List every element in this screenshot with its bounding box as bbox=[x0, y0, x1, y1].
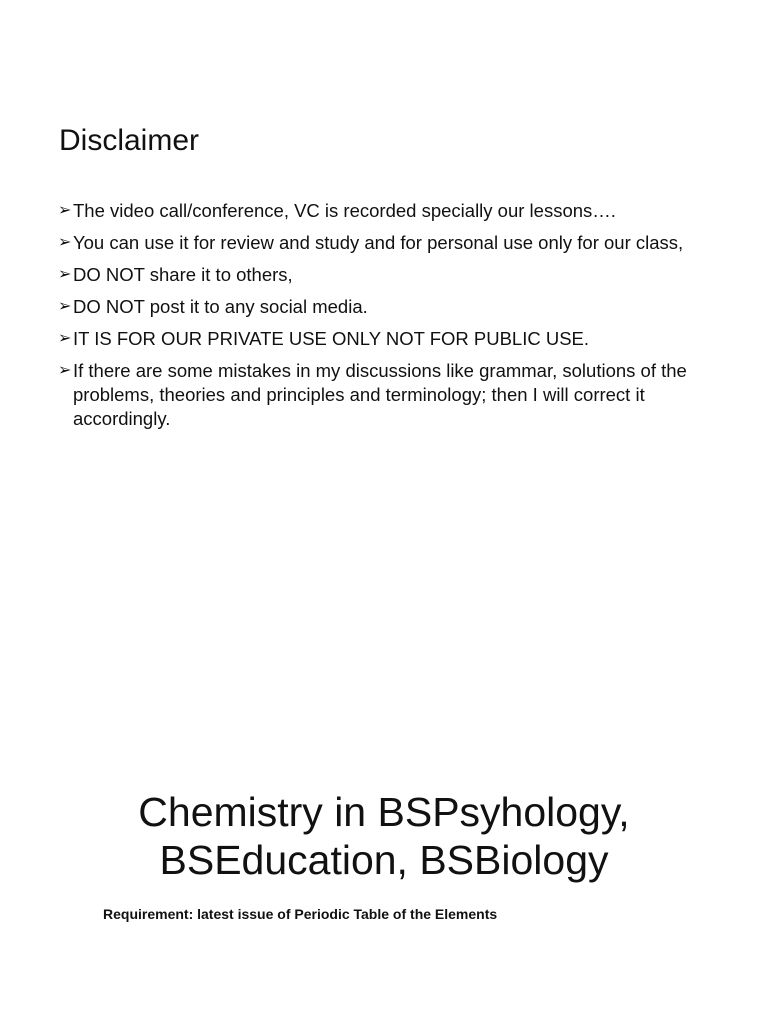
arrow-bullet-icon: ➢ bbox=[58, 362, 72, 379]
bullet-item bbox=[58, 231, 708, 255]
bullet-text: If there are some mistakes in my discussions like grammar, solutions of the problems, theories and principles and terminology; then I will correct it accordingly. bbox=[73, 360, 687, 429]
bullet-text: DO NOT post it to any social media. bbox=[73, 296, 368, 317]
arrow-bullet-icon: ➢ bbox=[58, 330, 72, 347]
bullet-item bbox=[58, 199, 708, 223]
chemistry-title bbox=[0, 788, 768, 884]
chemistry-title-line1: Chemistry in BSPsyhology, bbox=[138, 789, 630, 835]
bullet-item bbox=[58, 327, 708, 351]
arrow-bullet-icon: ➢ bbox=[58, 266, 72, 283]
bullet-text: You can use it for review and study and for personal use only for our class, bbox=[73, 232, 684, 253]
bullet-item bbox=[58, 263, 708, 287]
arrow-bullet-icon: ➢ bbox=[58, 234, 72, 251]
bullet-item bbox=[58, 359, 708, 431]
disclaimer-bullet-list bbox=[58, 199, 708, 439]
arrow-bullet-icon: ➢ bbox=[58, 298, 72, 315]
bullet-text: DO NOT share it to others, bbox=[73, 264, 293, 285]
bullet-text: IT IS FOR OUR PRIVATE USE ONLY NOT FOR PUBLIC USE. bbox=[73, 328, 590, 349]
chemistry-title-line2: BSEducation, BSBiology bbox=[159, 837, 609, 883]
arrow-bullet-icon: ➢ bbox=[58, 202, 72, 219]
requirement-note: Requirement: latest issue of Periodic Table of the Elements bbox=[103, 906, 498, 922]
title-slide bbox=[0, 512, 768, 1024]
bullet-text: The video call/conference, VC is recorded specially our lessons…. bbox=[73, 200, 616, 221]
disclaimer-title: Disclaimer bbox=[59, 124, 200, 157]
bullet-item bbox=[58, 295, 708, 319]
